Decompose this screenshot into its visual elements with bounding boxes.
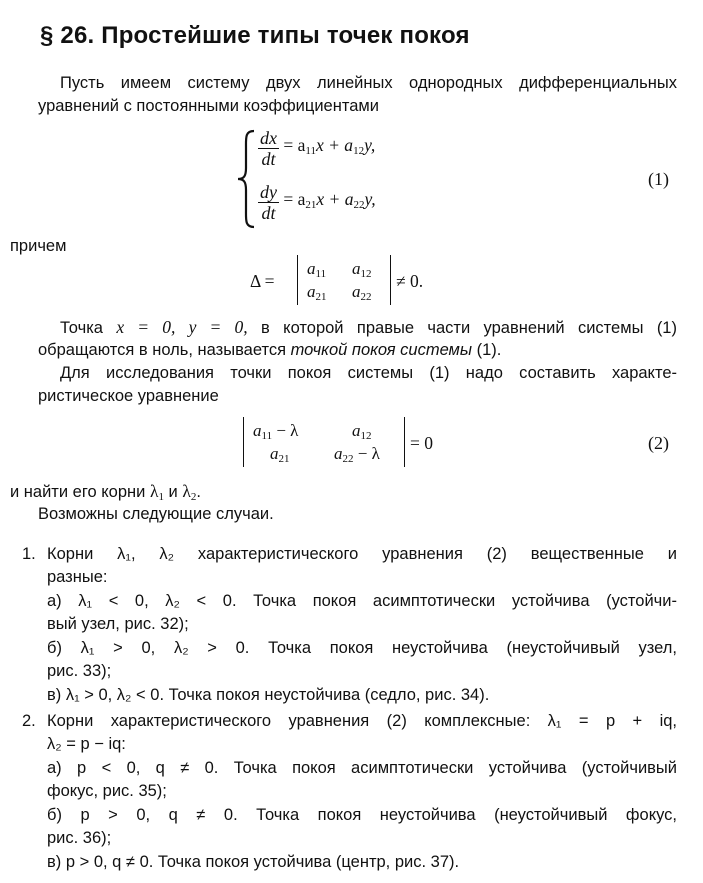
rest-point-definition-term: точкой покоя системы: [290, 341, 473, 359]
char-c12: $a_{12}$: [352, 421, 372, 442]
char-c22: $a_{22} - \lambda$: [334, 444, 380, 465]
equation-number-1: (1): [648, 169, 669, 189]
case-2-number: 2.: [22, 712, 36, 730]
lambda-2: λ: [182, 481, 191, 501]
intro-line-1: Пусть имеем систему двух линейных однородных дифференциальных: [60, 74, 677, 92]
rest-point-line-2: [38, 339, 501, 362]
case-2-line-1: Корни характеристического уравнения (2) комплексные: λ₁ = p + iq,: [47, 712, 677, 730]
eq1-rhs-a: = a: [283, 135, 306, 155]
lambda-1: λ: [149, 481, 159, 501]
eq2-rhs-a: = a: [283, 189, 306, 209]
fraction-denominator: dt: [261, 149, 276, 169]
fraction-numerator: dx: [260, 128, 277, 148]
characteristic-determinant: [243, 417, 405, 467]
case-1b-line-2: рис. 33);: [47, 662, 112, 680]
intro-line-2: уравнений с постоянными коэффициентами: [38, 97, 379, 115]
system-eq-1: [258, 128, 375, 169]
char-c11: $a_{11} - \lambda$: [253, 421, 299, 442]
case-1a-line-2: вый узел, рис. 32);: [47, 615, 189, 633]
char-intro-line-2: ристическое уравнение: [38, 387, 219, 405]
char-intro-line-1: Для исследования точки покоя системы (1) надо составить характе-: [60, 364, 677, 382]
case-2a-line-1: а) p < 0, q ≠ 0. Точка покоя асимптотически устойчива (устойчивый: [47, 759, 677, 777]
and-text: и: [168, 483, 178, 501]
det-a12: $a_{12}$: [352, 259, 372, 280]
lambda-1-sub: 1: [158, 491, 164, 503]
case-2b-line-1: б) p > 0, q ≠ 0. Точка покоя неустойчива (неустойчивый фокус,: [47, 806, 677, 824]
rest-point-text-b: в которой правые части уравнений системы (1): [261, 319, 677, 337]
rest-point-text-d: (1).: [476, 341, 502, 359]
equation-number-2: (2): [648, 433, 669, 453]
find-roots-dot: .: [196, 483, 201, 501]
case-1-line-1: Корни λ₁, λ₂ характеристического уравнения (2) вещественные и: [47, 545, 677, 563]
eq1-sub1: 11: [305, 145, 316, 157]
eq2-sub1: 21: [305, 199, 317, 211]
case-2a-line-2: фокус, рис. 35);: [47, 782, 167, 800]
eq2-rhs-c: y,: [364, 189, 376, 209]
rest-point-math: x = 0, y = 0,: [116, 317, 248, 337]
rest-point-text-a: Точка: [60, 319, 103, 337]
fraction-dx-dt: [258, 128, 279, 169]
case-1b-line-1: б) λ₁ > 0, λ₂ > 0. Точка покоя неустойчива (неустойчивый узел,: [47, 639, 677, 657]
lambda-2-sub: 2: [190, 491, 197, 503]
rest-point-line-1: [60, 316, 677, 340]
priches-text: причем: [10, 237, 67, 255]
eq1-rhs-c: y,: [364, 135, 376, 155]
char-eq-rhs: = 0: [410, 433, 433, 453]
case-2-line-2: λ₂ = p − iq:: [47, 735, 126, 753]
fraction-denominator: dt: [261, 203, 276, 223]
eq1-rhs-b: x + a: [315, 135, 354, 155]
case-1a-line-1: а) λ₁ < 0, λ₂ < 0. Точка покоя асимптотически устойчива (устойчи-: [47, 592, 677, 610]
det-a22: $a_{22}$: [352, 282, 372, 303]
det-a21: $a_{21}$: [307, 282, 327, 303]
determinant-rhs: ≠ 0.: [396, 271, 424, 291]
case-1-number: 1.: [22, 545, 36, 563]
fraction-dy-dt: [258, 182, 279, 223]
eq2-rhs-b: x + a: [316, 189, 354, 209]
eq2-sub2: 22: [353, 199, 365, 211]
rest-point-text-c: обращаются в ноль, называется: [38, 341, 287, 359]
case-1c-line-1: в) λ₁ > 0, λ₂ < 0. Точка покоя неустойчива (седло, рис. 34).: [47, 686, 490, 704]
eq1-sub2: 12: [353, 145, 365, 157]
det-a11: $a_{11}$: [307, 259, 327, 280]
cases-intro: Возможны следующие случаи.: [38, 505, 274, 523]
system-eq-2: [258, 182, 376, 223]
char-c21: $a_{21}$: [270, 444, 290, 465]
determinant-matrix: [297, 255, 391, 305]
case-2c-line-1: в) p > 0, q ≠ 0. Точка покоя устойчива (центр, рис. 37).: [47, 853, 460, 871]
case-2b-line-2: рис. 36);: [47, 829, 112, 847]
determinant-lhs: Δ =: [250, 271, 275, 291]
fraction-numerator: dy: [260, 182, 277, 202]
case-1-line-2: разные:: [47, 568, 108, 586]
find-roots-text: и найти его корни: [10, 483, 146, 501]
section-heading: § 26. Простейшие типы точек покоя: [40, 22, 470, 49]
